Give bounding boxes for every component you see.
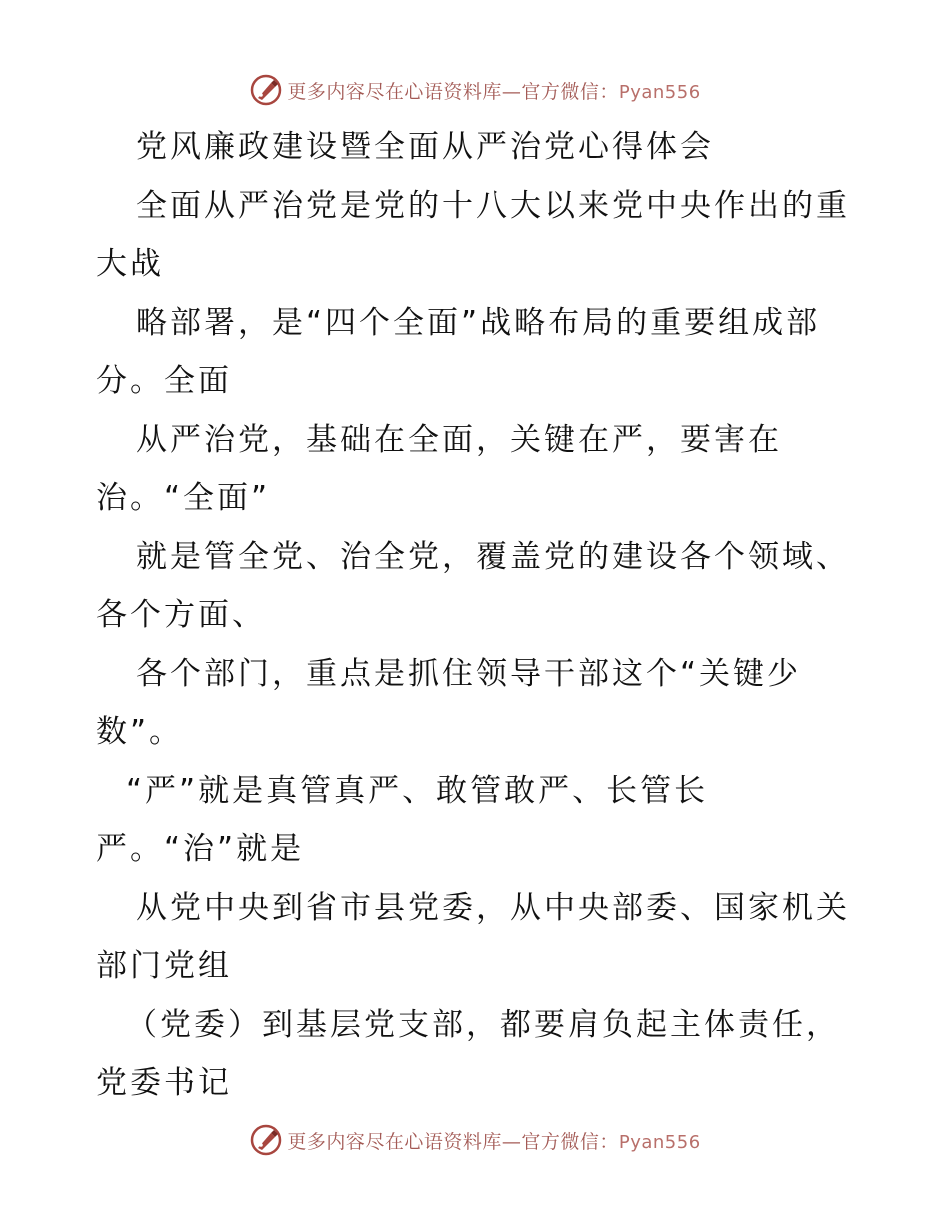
- text-line: 部门党组: [96, 948, 232, 984]
- text-line: 各个方面、: [96, 597, 266, 633]
- document-title: 党风廉政建设暨全面从严治党心得体会: [136, 129, 714, 165]
- footer-watermark: [0, 1120, 950, 1160]
- text-line: 全面从严治党是党的十八大以来党中央作出的重: [136, 187, 850, 224]
- text-line: 略部署，是“四个全面”战略布局的重要组成部: [136, 304, 821, 341]
- text-line: 治。“全面”: [96, 480, 271, 516]
- text-line: 从党中央到省市县党委，从中央部委、国家机关: [136, 889, 850, 926]
- text-line: 就是管全党、治全党，覆盖党的建设各个领域、: [136, 538, 850, 575]
- text-line: 分。全面: [96, 363, 232, 399]
- text-line: “严”就是真管真严、敢管敢严、长管长: [126, 772, 709, 809]
- text-line: 从严治党，基础在全面，关键在严，要害在: [136, 421, 782, 458]
- text-line: 严。“治”就是: [96, 831, 305, 867]
- text-line: 大战: [96, 246, 164, 282]
- pen-logo-icon: [249, 73, 283, 107]
- text-line: 党委书记: [96, 1065, 232, 1101]
- text-line: 各个部门，重点是抓住领导干部这个“关键少: [136, 655, 802, 692]
- header-watermark: [0, 70, 950, 110]
- watermark-id: Pyan556: [618, 1131, 701, 1153]
- text-line: 数”。: [96, 714, 184, 750]
- watermark-text: 更多内容尽在心语资料库—官方微信：: [287, 80, 619, 103]
- watermark-text: 更多内容尽在心语资料库—官方微信：: [287, 1130, 619, 1153]
- pen-logo-icon: [249, 1123, 283, 1157]
- watermark-id: Pyan556: [618, 81, 701, 103]
- text-line: （党委）到基层党支部，都要肩负起主体责任，: [126, 1006, 840, 1043]
- document-body: [96, 118, 876, 1113]
